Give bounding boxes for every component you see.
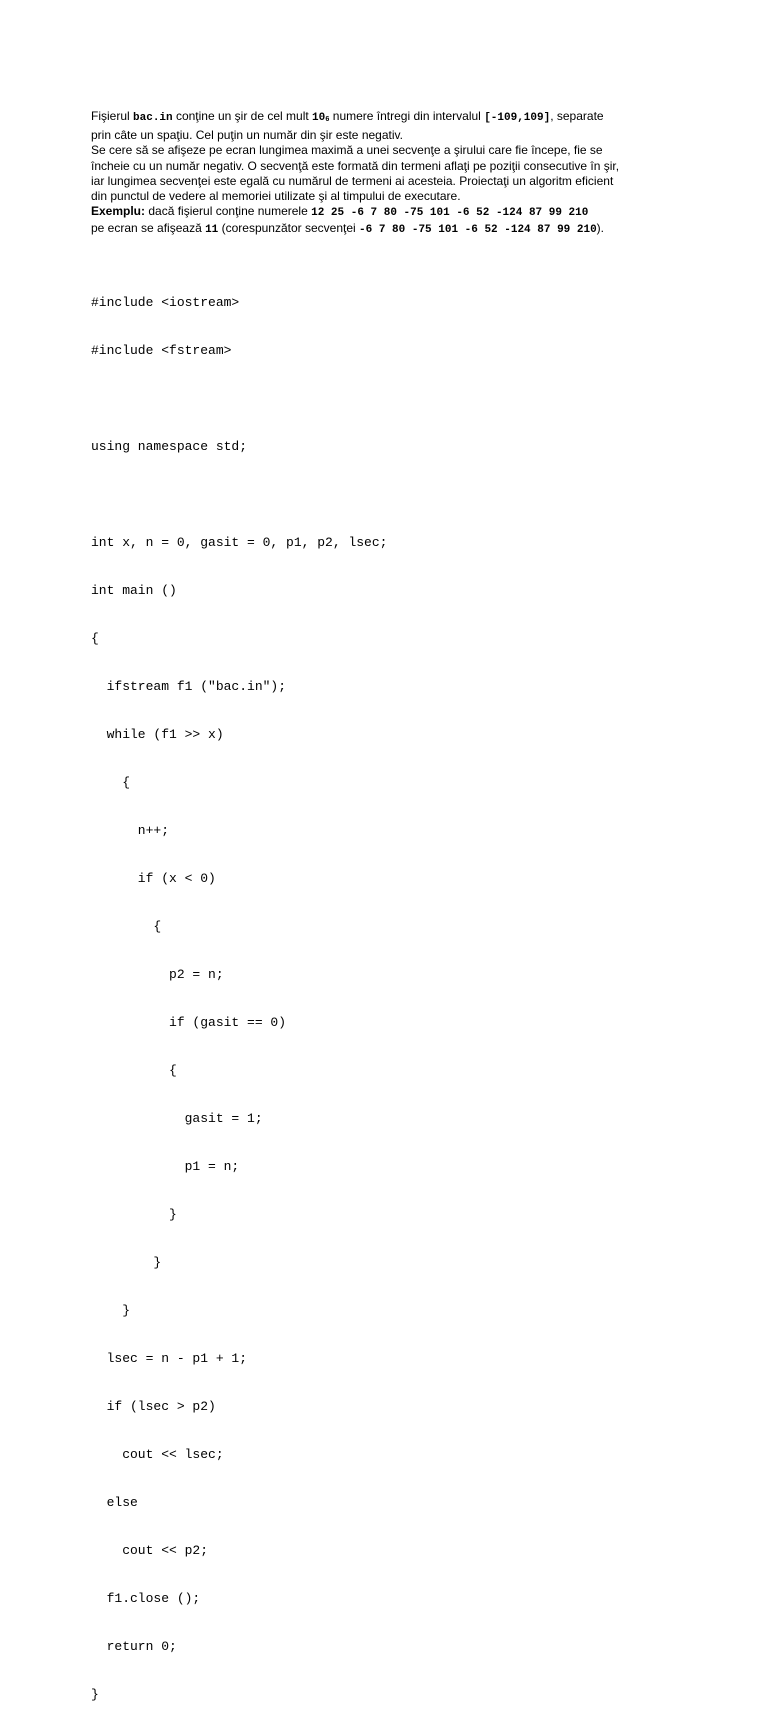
code-line: using namespace std; [91,439,248,454]
code-line: int x, n = 0, gasit = 0, p1, p2, lsec; [91,535,388,550]
limit-exponent: 6 [325,116,330,124]
code-line: n++; [91,823,170,838]
code-listing [91,263,387,1735]
example-result: 11 [205,224,219,237]
statement-line-1 [91,109,691,128]
text-fragment: numere întregi din intervalul [329,109,485,123]
statement-line-5: iar lungimea secvenţei este egală cu numărul de termeni ai acesteia. Proiectaţi un algoritm eficient [91,173,614,188]
example-line-2 [91,221,691,238]
code-line: } [91,1207,177,1222]
code-line: if (x < 0) [91,871,216,886]
code-line: { [91,919,162,934]
text-fragment: ). [596,221,605,236]
text-fragment: dacă fişierul conţine numerele [145,204,312,219]
file-name: bac.in [133,112,173,124]
code-line: ifstream f1 ("bac.in"); [91,679,287,694]
code-line: } [91,1255,162,1270]
code-line: cout << lsec; [91,1447,224,1462]
text-fragment: conţine un şir de cel mult [172,109,313,123]
interval-value: [-109,109] [484,112,551,124]
limit-base: 10 [312,112,326,124]
code-line: p1 = n; [91,1159,240,1174]
code-line: } [91,1303,131,1318]
code-line: int main () [91,583,177,598]
text-fragment: (corespunzător secvenţei [218,221,360,236]
example-label: Exemplu: [91,204,146,219]
statement-line-2: prin câte un spaţiu. Cel puţin un număr din şir este negativ. [91,128,403,143]
text-fragment: Fişierul [91,109,134,123]
code-line: while (f1 >> x) [91,727,224,742]
statement-line-6: din punctul de vedere al memoriei utilizate şi al timpului de executare. [91,189,461,204]
statement-line-3: Se cere să se afişeze pe ecran lungimea maximă a unei secvenţe a şirului care fie începe, fie se [91,143,603,158]
example-sequence: -6 7 80 -75 101 -6 52 -124 87 99 210 [359,224,597,237]
code-line: #include <fstream> [91,343,232,358]
text-fragment: , separate [550,109,604,123]
code-line: { [91,631,99,646]
statement-line-4: încheie cu un număr negativ. O secvenţă este formată din termeni aflaţi pe poziţii consecutive în şir, [91,158,620,173]
example-line-1 [91,204,691,221]
code-line: if (lsec > p2) [91,1399,216,1414]
code-line: { [91,775,131,790]
code-line: f1.close (); [91,1591,201,1606]
code-line: cout << p2; [91,1543,209,1558]
code-line: } [91,1687,99,1702]
code-line: p2 = n; [91,967,224,982]
code-line: gasit = 1; [91,1111,263,1126]
code-line: else [91,1495,138,1510]
problem-statement [91,109,691,239]
example-numbers: 12 25 -6 7 80 -75 101 -6 52 -124 87 99 210 [311,207,589,220]
code-line: #include <iostream> [91,295,240,310]
text-fragment: pe ecran se afişează [91,221,206,236]
code-line [91,391,387,407]
code-line: lsec = n - p1 + 1; [91,1351,248,1366]
code-line: return 0; [91,1639,177,1654]
code-line: { [91,1063,177,1078]
code-line: if (gasit == 0) [91,1015,287,1030]
limit-value [312,112,329,124]
code-line [91,487,387,503]
